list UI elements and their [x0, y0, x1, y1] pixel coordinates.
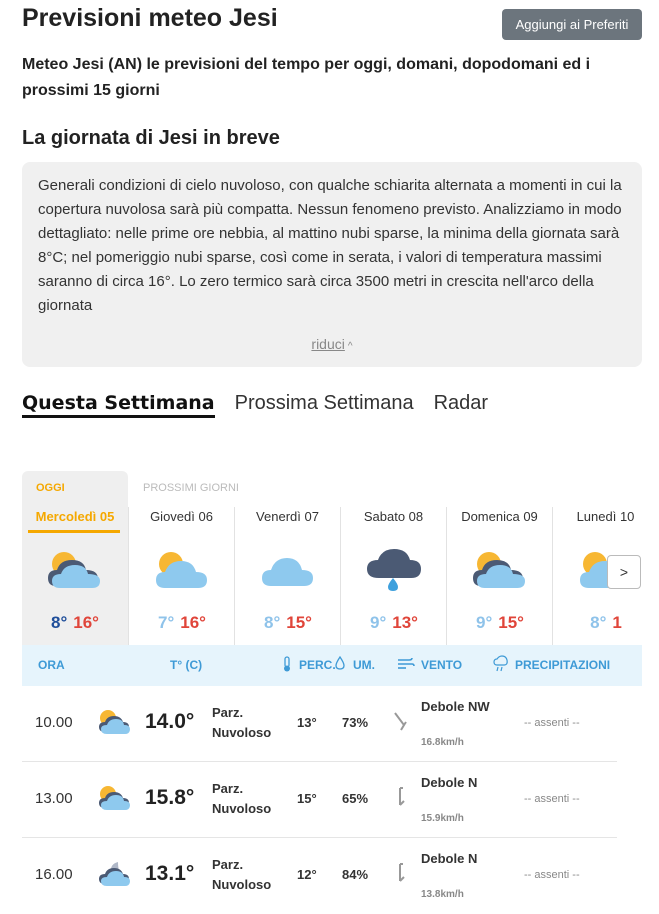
row-perceived: 12° — [297, 867, 317, 882]
precipitation-icon — [493, 656, 509, 672]
reduce-link[interactable] — [22, 336, 642, 352]
hourly-row — [22, 762, 617, 838]
max-temp: 15° — [286, 613, 312, 632]
min-temp: 8° — [51, 613, 68, 632]
today-underline — [28, 530, 120, 533]
page-title: Previsioni meteo Jesi — [22, 4, 278, 32]
day-card-4[interactable] — [446, 507, 552, 646]
forecast-tabs — [22, 392, 508, 418]
row-precipitation: -- assenti -- — [524, 869, 580, 881]
min-temp: 7° — [158, 613, 175, 632]
min-temp: 8° — [264, 613, 281, 632]
min-temp: 9° — [370, 613, 387, 632]
day-card-1[interactable] — [128, 507, 234, 646]
tab-next-week[interactable]: Prossima Settimana — [234, 392, 414, 414]
row-humidity: 84% — [342, 867, 369, 882]
row-wind: Debole N — [421, 775, 478, 790]
col-perc: PERC. — [299, 658, 336, 672]
cloud-icon — [257, 548, 317, 592]
today-label: OGGI — [36, 482, 65, 494]
day-card-3[interactable] — [340, 507, 446, 646]
next-days-label: PROSSIMI GIORNI — [143, 482, 239, 494]
days-strip — [22, 471, 642, 646]
day-name: Mercoledì 05 — [35, 509, 115, 524]
row-temp: 15.8° — [145, 786, 195, 809]
sun-cloud-icon — [151, 548, 211, 592]
wind-direction-icon — [392, 710, 408, 732]
sun-cloud-icon — [96, 708, 132, 736]
next-days-button[interactable]: > — [607, 555, 641, 589]
day-name: Domenica 09 — [461, 509, 538, 524]
hourly-table-header — [22, 645, 642, 686]
row-humidity: 65% — [342, 791, 369, 806]
row-perceived: 15° — [297, 791, 317, 806]
summary-text: Generali condizioni di cielo nuvoloso, con qualche schiarita alternata a momenti in cui la copertura nuvolosa sarà più compatta. Nessun fenomeno previsto. Analizziamo in modo dettagliato: nelle prime ore nebbia, al mattino nubi sparse, la minima della giornata sarà 8°C; nel pomeriggio nubi sparse, così come in serata, i valori di temperatura massimi saranno di circa 16°. Lo zero termico sarà circa 3500 metri in crescita nell'arco della giornata — [38, 177, 622, 314]
row-hour: 10.00 — [35, 714, 73, 731]
day-temps — [553, 613, 659, 633]
min-temp: 9° — [476, 613, 493, 632]
row-condition: Parz. Nuvoloso — [212, 857, 272, 892]
row-wind-speed: 13.8km/h — [421, 889, 464, 900]
row-temp: 13.1° — [145, 862, 195, 885]
day-card-2[interactable] — [234, 507, 340, 646]
day-temps — [22, 613, 128, 633]
col-um: UM. — [353, 658, 375, 672]
row-precipitation: -- assenti -- — [524, 793, 580, 805]
min-temp: 8° — [590, 613, 607, 632]
max-temp: 16° — [180, 613, 206, 632]
col-temp: T° (C) — [170, 658, 203, 672]
summary-heading: La giornata di Jesi in breve — [22, 127, 280, 149]
row-condition: Parz. Nuvoloso — [212, 705, 272, 740]
max-temp: 15° — [498, 613, 524, 632]
col-vento: VENTO — [421, 658, 463, 672]
day-card-0[interactable] — [22, 507, 128, 646]
day-temps — [341, 613, 447, 633]
page-subtitle: Meteo Jesi (AN) le previsioni del tempo per oggi, domani, dopodomani ed i prossimi 15 giorni — [22, 56, 591, 99]
chevron-up-icon: ^ — [347, 341, 353, 352]
summary-box — [22, 162, 642, 367]
day-name: Lunedì 10 — [576, 509, 635, 524]
row-wind-speed: 15.9km/h — [421, 813, 464, 824]
day-name: Venerdì 07 — [256, 509, 319, 524]
max-temp: 16° — [73, 613, 99, 632]
day-temps — [235, 613, 341, 633]
day-temps — [129, 613, 235, 633]
add-favorites-button[interactable]: Aggiungi ai Preferiti — [502, 9, 642, 40]
humidity-drop-icon — [335, 656, 345, 670]
sun-cloud-icon — [96, 784, 132, 812]
day-name: Sabato 08 — [363, 509, 424, 524]
day-name: Giovedì 06 — [150, 509, 213, 524]
hourly-row — [22, 838, 617, 914]
rain-cloud-icon — [363, 548, 423, 592]
row-hour: 13.00 — [35, 790, 73, 807]
row-wind-speed: 16.8km/h — [421, 737, 464, 748]
wind-direction-icon — [392, 786, 408, 808]
day-card-5[interactable] — [552, 507, 658, 646]
max-temp: 1 — [612, 613, 622, 632]
wind-direction-icon — [392, 862, 408, 884]
row-wind: Debole NW — [421, 699, 490, 714]
thermometer-icon — [282, 656, 292, 672]
row-precipitation: -- assenti -- — [524, 717, 580, 729]
sun-cloud-icon — [44, 548, 104, 592]
reduce-link-label[interactable]: riduci — [311, 336, 345, 352]
col-ora: ORA — [38, 658, 65, 672]
row-temp: 14.0° — [145, 710, 195, 733]
wind-icon — [397, 656, 415, 670]
moon-cloud-icon — [96, 860, 132, 888]
row-humidity: 73% — [342, 715, 369, 730]
tab-this-week[interactable]: Questa Settimana — [22, 392, 215, 418]
sun-cloud-icon — [469, 548, 529, 592]
row-condition: Parz. Nuvoloso — [212, 781, 272, 816]
row-perceived: 13° — [297, 715, 317, 730]
row-hour: 16.00 — [35, 866, 73, 883]
max-temp: 13° — [392, 613, 418, 632]
tab-radar[interactable]: Radar — [433, 392, 489, 414]
row-wind: Debole N — [421, 851, 478, 866]
col-precipitazioni: PRECIPITAZIONI — [515, 658, 611, 672]
hourly-row — [22, 686, 617, 762]
day-temps — [447, 613, 553, 633]
